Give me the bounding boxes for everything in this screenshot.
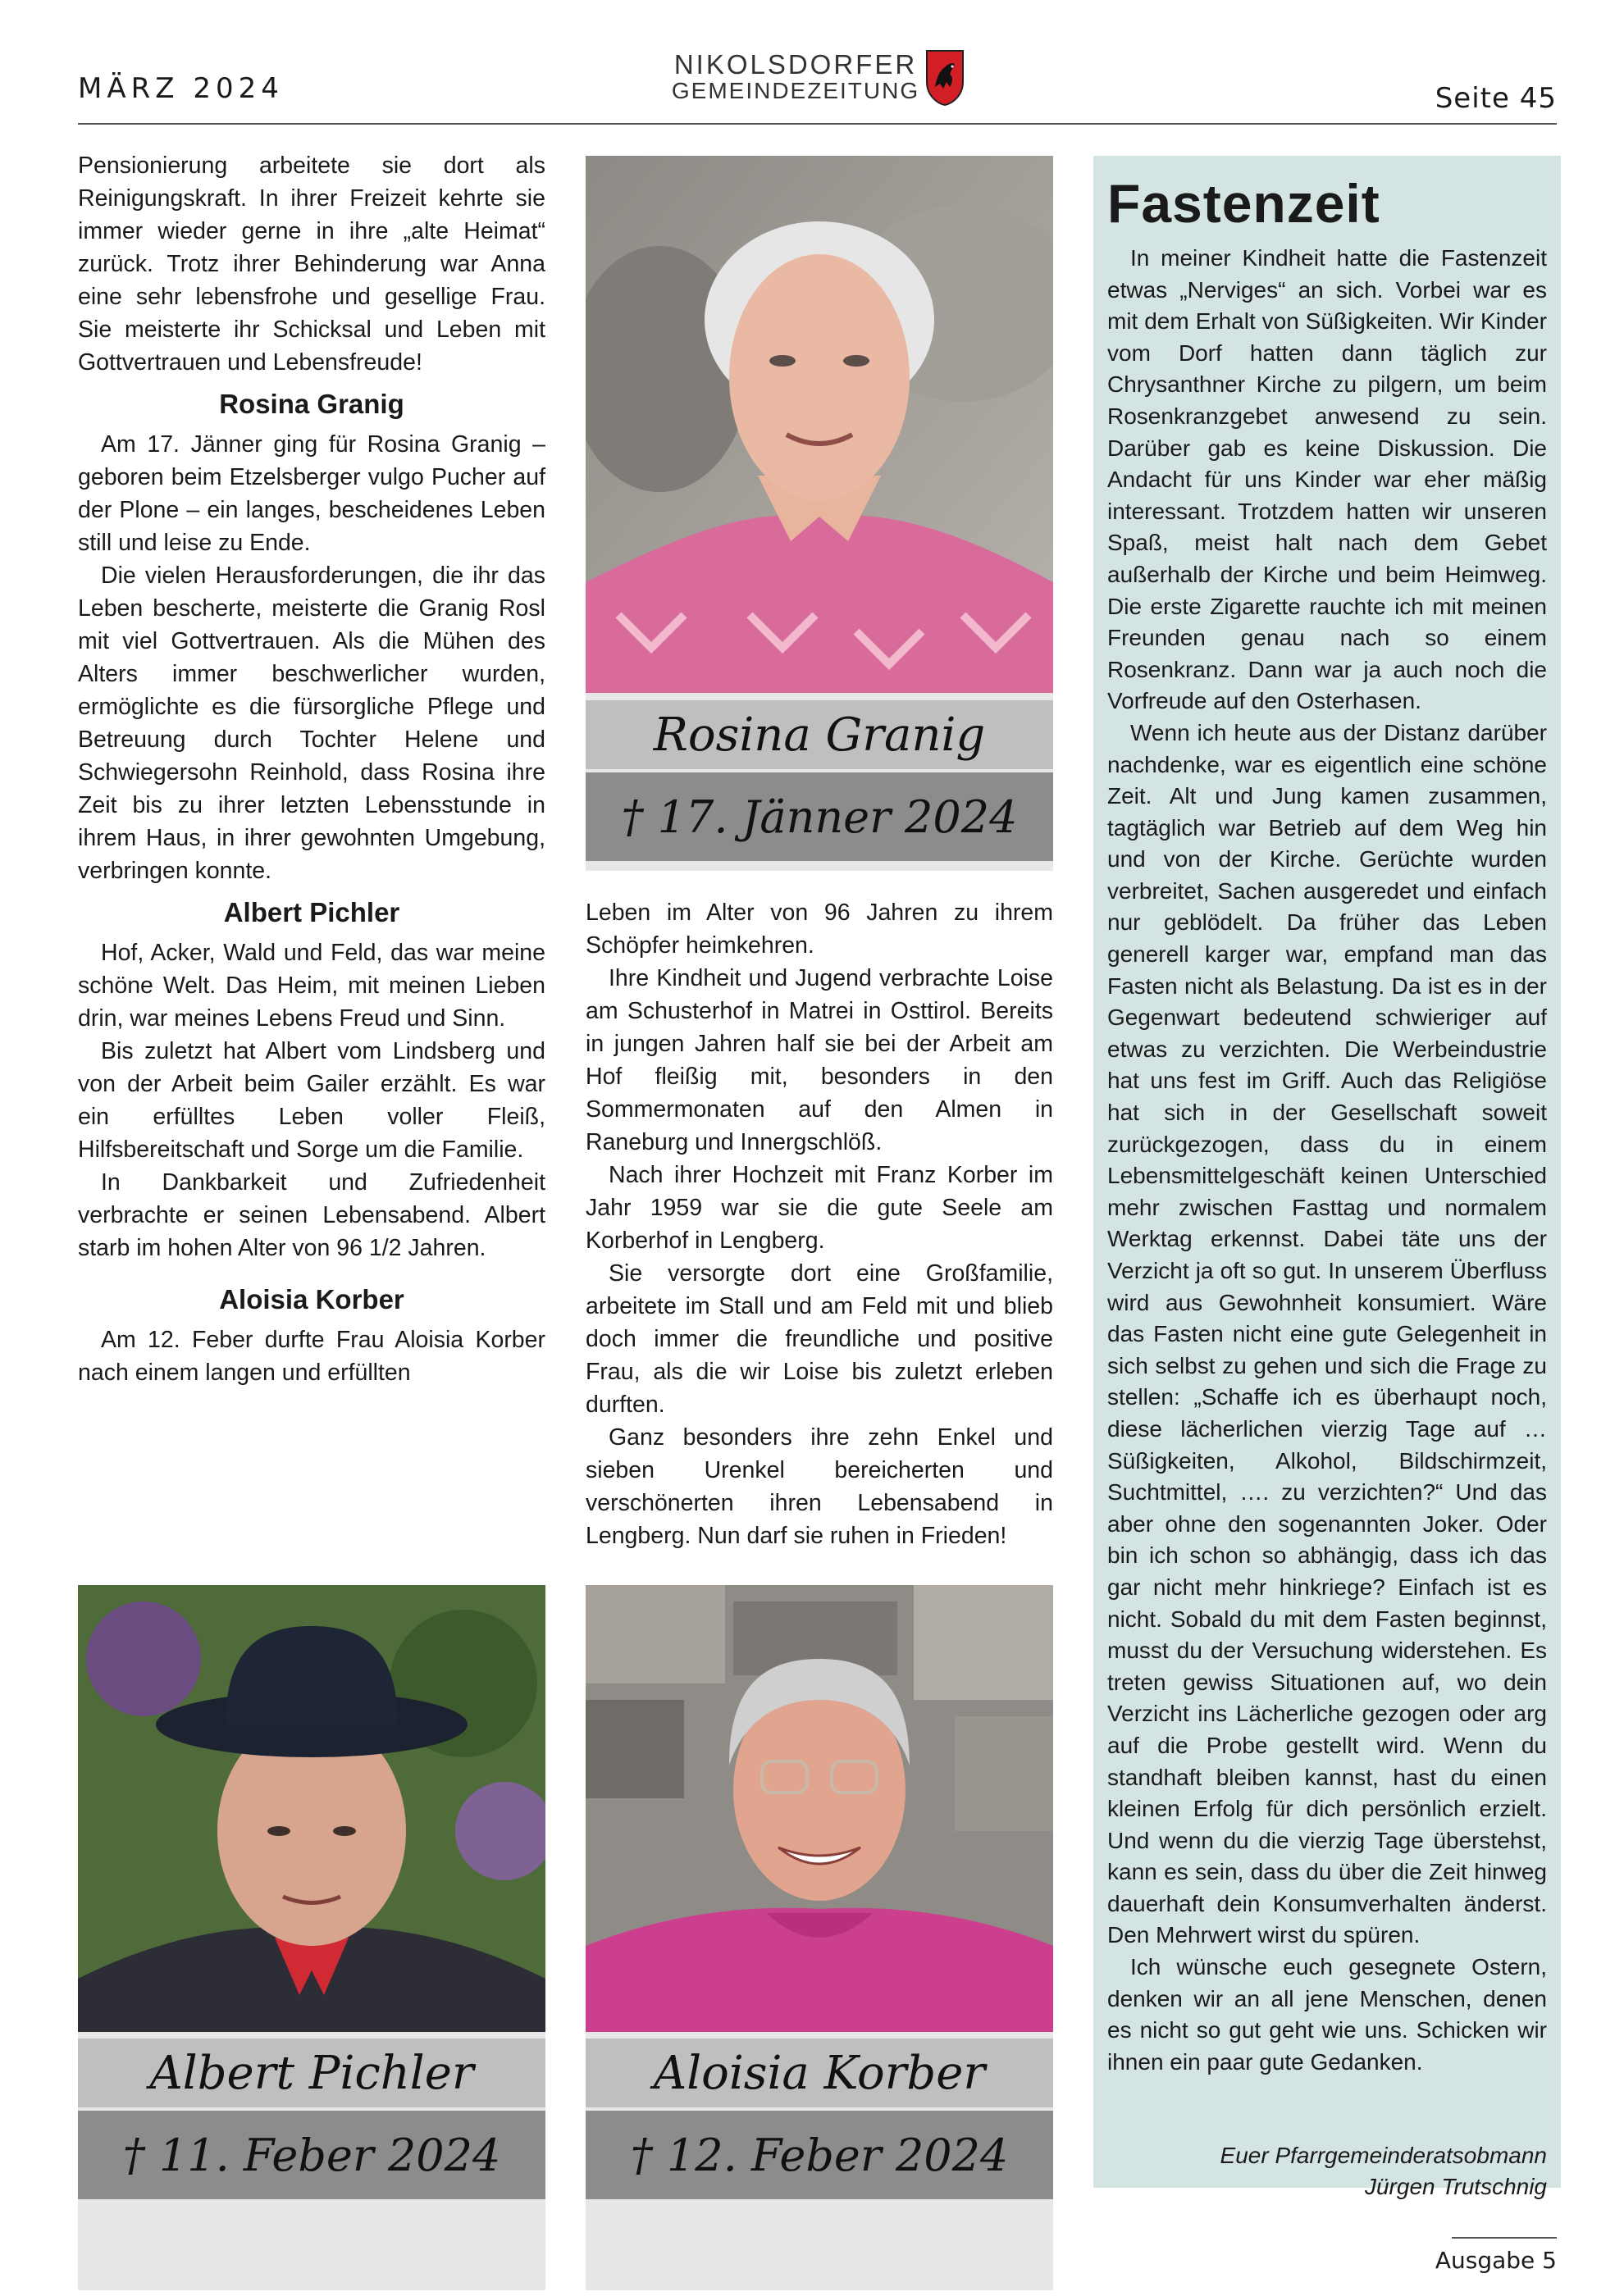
card-death-date: † 11. Feber 2024 xyxy=(78,2111,545,2199)
paragraph: Am 17. Jänner ging für Rosina Granig – geboren beim Etzelsberger vulgo Pucher auf der Plone – ein langes, bescheidenes Leben still und leise zu Ende. xyxy=(78,431,545,556)
issue-date: MÄRZ 2024 xyxy=(78,72,284,105)
paragraph: Am 12. Feber durfte Frau Aloisia Korber nach einem langen und erfüllten xyxy=(78,1327,545,1386)
card-name: Rosina Granig xyxy=(586,700,1053,769)
paragraph: Ihre Kindheit und Jugend verbrachte Loise am Schusterhof in Matrei in Osttirol. Bereits in jungen Jahren half sie bei der Arbeit am Hof fleißig mit, besonders in den Sommermonaten auf den Almen in Raneburg und Innergschlöß. xyxy=(586,965,1053,1155)
signature-name: Jürgen Trutschnig xyxy=(1364,2174,1547,2199)
memorial-card-rosina xyxy=(586,156,1053,871)
paragraph: Die vielen Herausforderungen, die ihr das Leben bescherte, meisterte die Granig Rosl mit viel Gottvertrauen. Als die Mühen des Alters immer beschwerlicher wurden, ermöglichte es die fürsorgliche Pflege und Betreuung durch Tochter Helene und Schwiegersohn Reinhold, dass Rosina ihre Zeit bis zu ihrer letzten Lebensstunde in ihrem Haus, in ihrer gewohnten Umgebung, verbringen konnte. xyxy=(78,563,545,884)
card-name: Aloisia Korber xyxy=(586,2039,1053,2107)
memorial-card-albert xyxy=(78,1585,545,2290)
paragraph: Hof, Acker, Wald und Feld, das war meine schöne Welt. Das Heim, mit meinen Lieben drin, war meines Lebens Freud und Sinn. xyxy=(78,940,545,1032)
paragraph: Leben im Alter von 96 Jahren zu ihrem Schöpfer heimkehren. xyxy=(586,900,1053,959)
paragraph: Sie versorgte dort eine Großfamilie, arbeitete im Stall und am Feld mit und blieb doch immer die freundliche und positive Frau, als die wir Loise bis zuletzt erleben durften. xyxy=(586,1260,1053,1418)
heading-rosina-granig: Rosina Granig xyxy=(219,389,404,419)
sidebar-title: Fastenzeit xyxy=(1107,173,1380,234)
portrait-photo-rosina xyxy=(586,156,1053,693)
card-name: Albert Pichler xyxy=(78,2039,545,2107)
card-death-date: † 17. Jänner 2024 xyxy=(586,772,1053,861)
coat-of-arms-icon xyxy=(925,49,965,107)
paragraph: Bis zuletzt hat Albert vom Lindsberg und von der Arbeit beim Gailer erzählt. Es war ein erfülltes Leben voller Fleiß, Hilfsbereitschaft und Sorge um die Familie. xyxy=(78,1038,545,1163)
heading-albert-pichler: Albert Pichler xyxy=(223,897,400,927)
signature-role: Euer Pfarrgemeinderatsobmann xyxy=(1220,2143,1547,2168)
portrait-photo-albert xyxy=(78,1585,545,2032)
masthead-line2: GEMEINDEZEITUNG xyxy=(671,78,920,103)
column-left xyxy=(78,149,545,1389)
issue-number: Ausgabe 5 xyxy=(1435,2247,1557,2274)
portrait-photo-aloisia xyxy=(586,1585,1053,2032)
heading-aloisia-korber: Aloisia Korber xyxy=(219,1284,404,1314)
page-number: Seite 45 xyxy=(1435,82,1557,115)
masthead xyxy=(664,51,927,102)
sidebar-body xyxy=(1107,243,1547,2078)
masthead-line1: NIKOLSDORFER xyxy=(673,49,918,80)
memorial-card-aloisia xyxy=(586,1585,1053,2290)
paragraph: In Dankbarkeit und Zufriedenheit verbrachte er seinen Lebensabend. Albert starb im hohen Alter von 96 1/2 Jahren. xyxy=(78,1169,545,1261)
paragraph: Ich wünsche euch gesegnete Ostern, denken wir an all jene Menschen, denen es nicht so gut geht wie uns. Schicken wir ihnen ein paar gute Gedanken. xyxy=(1107,1954,1547,2075)
paragraph: Wenn ich heute aus der Distanz darüber nachdenke, war es eigentlich eine schöne Zeit. Alt und Jung kamen zusammen, tagtäglich war Betrieb auf dem Weg hin und von der Kirche. Gerüchte wurden verbreitet, Sachen ausgeredet und einfach nur geblödelt. Da früher das Leben generell karger war, empfand man das Fasten nicht als Belastung. Da ist es in der Gegenwart bedeutend schwieriger auf etwas zu verzichten. Die Werbeindustrie hat uns fest im Griff. Auch das Religiöse hat sich in der Gesellschaft soweit zurückgezogen, dass du in einem Lebensmittelgeschäft keinen Unterschied mehr zwischen Fasttag und normalem Werktag erkennst. Dabei täte uns der Verzicht ja oft so gut. In unserem Überfluss wird aus Gewohnheit konsumiert. Wäre das Fasten nicht eine gute Gelegenheit in sich selbst zu gehen und sich die Frage zu stellen: „Schaffe ich es überhaupt noch, diese lächerlichen vierzig Tage auf …Süßigkeiten, Alkohol, Bildschirmzeit, Suchtmittel, …. zu verzichten?“ Und das aber ohne den sogenannten Joker. Oder bin ich schon so abhängig, dass ich das gar nicht mehr hinkriege? Einfach ist es nicht. Sobald du mit dem Fasten beginnst, musst du der Versuchung widerstehen. Es treten gewiss Situationen auf, wo dein Verzicht ins Lächerliche gezogen oder arg auf die Probe gestellt wird. Wenn du standhaft bleiben kannst, hast du einen kleinen Erfolg für dich persönlich erzielt. Und wenn du die vierzig Tage überstehst, kann es sein, dass du über die Zeit hinweg dauerhaft dein Konsumverhalten änderst. Den Mehrwert wirst du spüren. xyxy=(1107,719,1547,1948)
paragraph: In meiner Kindheit hatte die Fastenzeit etwas „Nerviges“ an sich. Vorbei war es mit dem Erhalt von Süßigkeiten. Wir Kinder vom Dorf hatten dann täglich zur Chrysanthner Kirche zu pilgern, um beim Rosenkranzgebet anwesend zu sein. Darüber gab es keine Diskussion. Die Andacht für uns Kinder war eher mäßig interessant. Trotzdem hatten wir unseren Spaß, meist halt nach dem Gebet außerhalb der Kirche und beim Heimweg. Die erste Zigarette rauchte ich mit meinen Freunden genau nach so einem Rosenkranz. Dann war ja auch noch die Vorfreude auf den Osterhasen. xyxy=(1107,245,1547,714)
intro-paragraph: Pensionierung arbeitete sie dort als Reinigungskraft. In ihrer Freizeit kehrte sie immer wieder gerne in ihre „alte Heimat“ zurück. Trotz ihrer Behinderung war Anna eine sehr lebensfrohe und gesellige Frau. Sie meisterte ihr Schicksal und Leben mit Gottvertrauen und Lebensfreude! xyxy=(78,153,545,376)
paragraph: Ganz besonders ihre zehn Enkel und sieben Urenkel bereicherten und verschönerten ihren Lebensabend in Lengberg. Nun darf sie ruhen in Frieden! xyxy=(586,1424,1053,1549)
header-divider xyxy=(78,123,1557,125)
paragraph: Nach ihrer Hochzeit mit Franz Korber im Jahr 1959 war sie die gute Seele am Korberhof in Lengberg. xyxy=(586,1162,1053,1254)
footer-divider xyxy=(1452,2237,1557,2239)
column-middle xyxy=(586,896,1053,1552)
sidebar-signature xyxy=(1107,2140,1547,2203)
card-death-date: † 12. Feber 2024 xyxy=(586,2111,1053,2199)
